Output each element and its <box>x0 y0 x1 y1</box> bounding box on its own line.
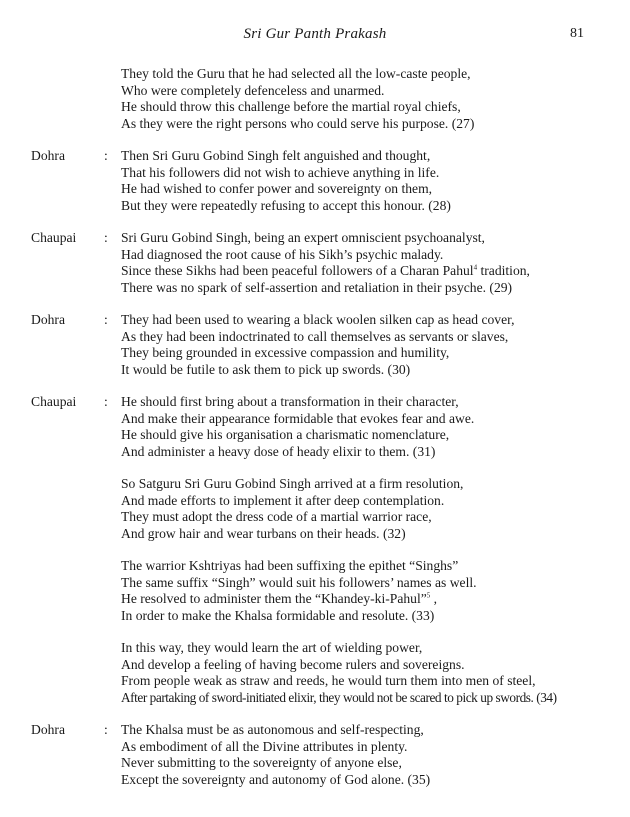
page-header <box>0 26 630 46</box>
verse-line: The Khalsa must be as autonomous and self-respecting, <box>121 722 424 737</box>
stanza-lines <box>121 66 630 132</box>
verse-line: After partaking of sword-initiated elixir, they would not be scared to pick up swords. (34) <box>121 689 557 705</box>
verse-line-text: Since these Sikhs had been peaceful followers of a Charan Pahul <box>121 263 474 278</box>
verse-line: And made efforts to implement it after deep contemplation. <box>121 492 445 508</box>
verse-line-text: tradition, <box>477 263 530 278</box>
stanza-lines <box>121 312 630 378</box>
stanza-type-label: Chaupai <box>31 230 77 245</box>
verse-line: Had diagnosed the root cause of his Sikh’s psychic malady. <box>121 246 444 262</box>
stanza-lines <box>121 148 630 214</box>
footnote-reference: 5 <box>426 591 431 600</box>
footnote-reference: 4 <box>473 263 478 272</box>
verse-line: So Satguru Sri Guru Gobind Singh arrived at a firm resolution, <box>121 476 464 491</box>
verse-line: From people weak as straw and reeds, he would turn them into men of steel, <box>121 673 536 688</box>
verse-line: And grow hair and wear turbans on their heads. (32) <box>121 525 406 541</box>
stanza <box>0 394 630 460</box>
stanza-type-label: Chaupai <box>31 394 77 409</box>
stanza <box>0 640 630 706</box>
stanza-type-label: Dohra <box>31 722 65 737</box>
stanza <box>0 230 630 296</box>
verse-line: But they were repeatedly refusing to accept this honour. (28) <box>121 197 451 213</box>
stanza <box>0 722 630 788</box>
verse-line: Then Sri Guru Gobind Singh felt anguished and thought, <box>121 148 431 163</box>
stanza-lines <box>121 722 630 788</box>
stanza-type-colon: : <box>104 312 108 327</box>
verse-line: He had wished to confer power and sovereignty on them, <box>121 181 433 196</box>
verse-line: Sri Guru Gobind Singh, being an expert omniscient psychoanalyst, <box>121 230 485 245</box>
stanza-type-label: Dohra <box>31 148 65 163</box>
verse-line-text: He resolved to administer them the “Khandey-ki-Pahul” <box>121 591 427 606</box>
verse-line: In order to make the Khalsa formidable and resolute. (33) <box>121 607 435 623</box>
verse-line: That his followers did not wish to achieve anything in life. <box>121 164 440 180</box>
stanza <box>0 312 630 378</box>
stanza-type-colon: : <box>104 148 108 163</box>
verse-line <box>121 591 630 608</box>
stanza <box>0 558 630 624</box>
verse-line: As they had been indoctrinated to call themselves as servants or slaves, <box>121 328 509 344</box>
stanza-lines <box>121 230 630 296</box>
verse-line: The same suffix “Singh” would suit his followers’ names as well. <box>121 574 477 590</box>
stanza-lines <box>121 558 630 624</box>
verse-line: They must adopt the dress code of a martial warrior race, <box>121 509 432 524</box>
stanza-type-colon: : <box>104 230 108 245</box>
stanza-lines <box>121 476 630 542</box>
stanza-lines <box>121 394 630 460</box>
verse-line: The warrior Kshtriyas had been suffixing the epithet “Singhs” <box>121 558 459 573</box>
stanza <box>0 66 630 132</box>
stanza-type-colon: : <box>104 394 108 409</box>
verse-line: They being grounded in excessive compassion and humility, <box>121 345 450 360</box>
verse-content <box>0 66 630 804</box>
page-number: 81 <box>570 26 584 41</box>
verse-line <box>121 263 630 280</box>
verse-line: In this way, they would learn the art of wielding power, <box>121 640 423 655</box>
stanza <box>0 476 630 542</box>
verse-line: Never submitting to the sovereignty of anyone else, <box>121 755 402 770</box>
verse-line: As they were the right persons who could serve his purpose. (27) <box>121 115 475 131</box>
verse-line: And develop a feeling of having become rulers and sovereigns. <box>121 656 465 672</box>
verse-line: He should give his organisation a charismatic nomenclature, <box>121 427 450 442</box>
verse-line: He should throw this challenge before the martial royal chiefs, <box>121 99 461 114</box>
verse-line: There was no spark of self-assertion and retaliation in their psyche. (29) <box>121 279 513 295</box>
verse-line-text: , <box>430 591 438 606</box>
verse-line: Except the sovereignty and autonomy of God alone. (35) <box>121 771 431 787</box>
verse-line: It would be futile to ask them to pick up swords. (30) <box>121 361 411 377</box>
verse-line: Who were completely defenceless and unarmed. <box>121 82 385 98</box>
verse-line: As embodiment of all the Divine attributes in plenty. <box>121 738 408 754</box>
stanza <box>0 148 630 214</box>
verse-line: They told the Guru that he had selected all the low-caste people, <box>121 66 471 81</box>
stanza-type-label: Dohra <box>31 312 65 327</box>
stanza-type-colon: : <box>104 722 108 737</box>
running-title: Sri Gur Panth Prakash <box>243 26 387 42</box>
verse-line: And administer a heavy dose of heady elixir to them. (31) <box>121 443 436 459</box>
stanza-lines <box>121 640 630 706</box>
verse-line: He should first bring about a transformation in their character, <box>121 394 459 409</box>
verse-line: They had been used to wearing a black woolen silken cap as head cover, <box>121 312 515 327</box>
verse-line: And make their appearance formidable that evokes fear and awe. <box>121 410 475 426</box>
